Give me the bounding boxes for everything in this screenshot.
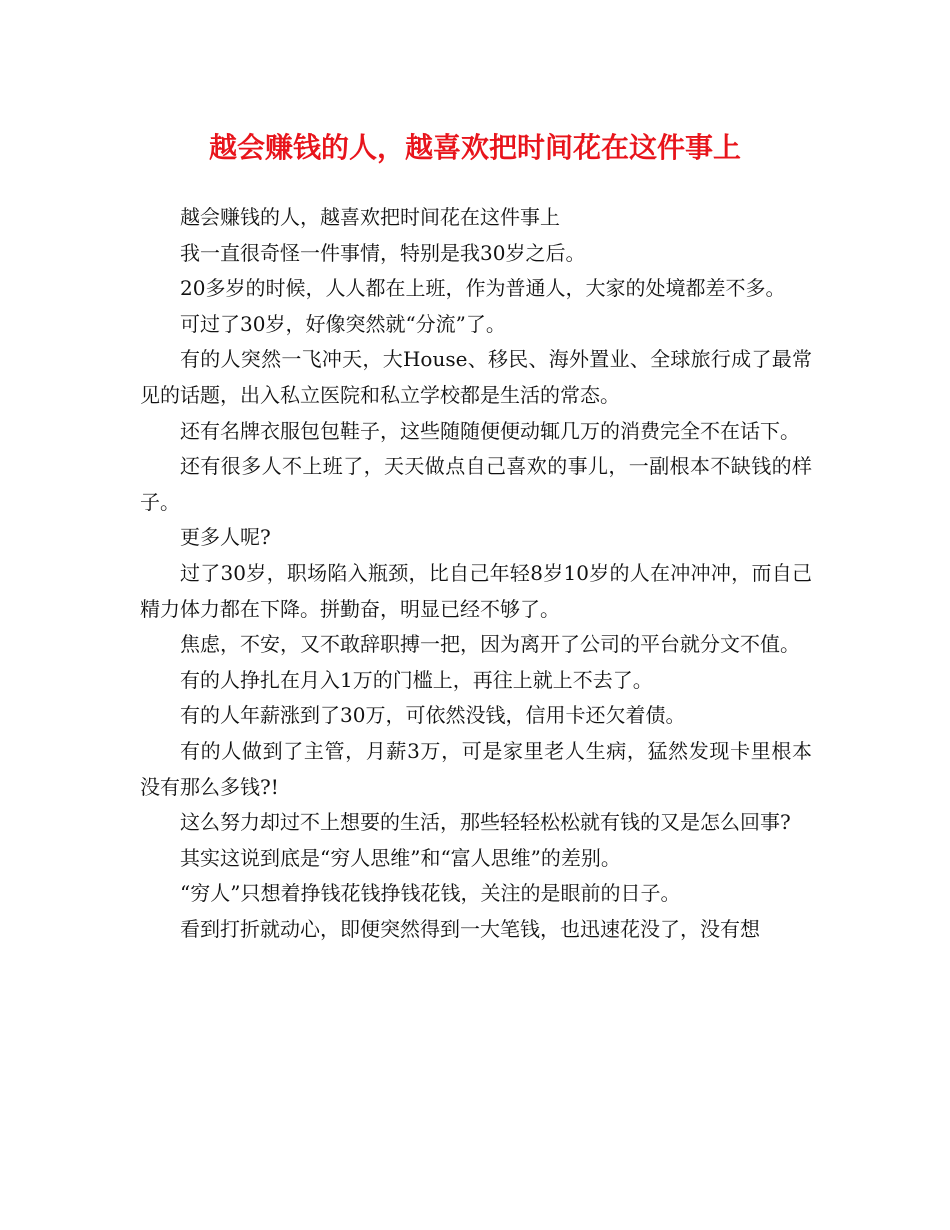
paragraph: 更多人呢? — [180, 525, 271, 550]
paragraph: 越会赚钱的人，越喜欢把时间花在这件事上 — [180, 205, 560, 229]
paragraph: 20多岁的时候，人人都在上班，作为普通人，大家的处境都差不多。 — [180, 276, 786, 301]
document-title: 越会赚钱的人，越喜欢把时间花在这件事上 — [208, 131, 741, 164]
paragraph: “穷人”只想着挣钱花钱挣钱花钱，关注的是眼前的日子。 — [180, 881, 681, 906]
paragraph: 有的人挣扎在月入1万的门槛上，再往上就上不去了。 — [180, 667, 653, 692]
document-body — [140, 200, 812, 947]
paragraph: 过了30岁，职场陷入瓶颈，比自己年轻8岁10岁的人在冲冲冲，而自己精力体力都在下降。拼勤奋，明显已经不够了。 — [140, 560, 812, 621]
paragraph: 还有很多人不上班了，天天做点自己喜欢的事儿，一副根本不缺钱的样子。 — [140, 454, 812, 514]
paragraph: 有的人年薪涨到了30万，可依然没钱，信用卡还欠着债。 — [180, 703, 686, 728]
paragraph: 有的人突然一飞冲天，大House、移民、海外置业、全球旅行成了最常见的话题，出入私立医院和私立学校都是生活的常态。 — [140, 347, 812, 407]
paragraph: 可过了30岁，好像突然就“分流”了。 — [180, 311, 506, 336]
paragraph: 我一直很奇怪一件事情，特别是我30岁之后。 — [180, 240, 586, 265]
paragraph: 有的人做到了主管，月薪3万，可是家里老人生病，猛然发现卡里根本没有那么多钱?! — [140, 738, 812, 799]
paragraph: 还有名牌衣服包包鞋子，这些随随便便动辄几万的消费完全不在话下。 — [180, 418, 800, 443]
paragraph: 看到打折就动心，即便突然得到一大笔钱，也迅速花没了，没有想 — [180, 916, 760, 941]
paragraph: 这么努力却过不上想要的生活，那些轻轻松松就有钱的又是怎么回事? — [180, 810, 791, 835]
paragraph: 焦虑，不安，又不敢辞职搏一把，因为离开了公司的平台就分文不值。 — [180, 632, 800, 657]
paragraph: 其实这说到底是“穷人思维”和“富人思维”的差别。 — [180, 845, 621, 870]
